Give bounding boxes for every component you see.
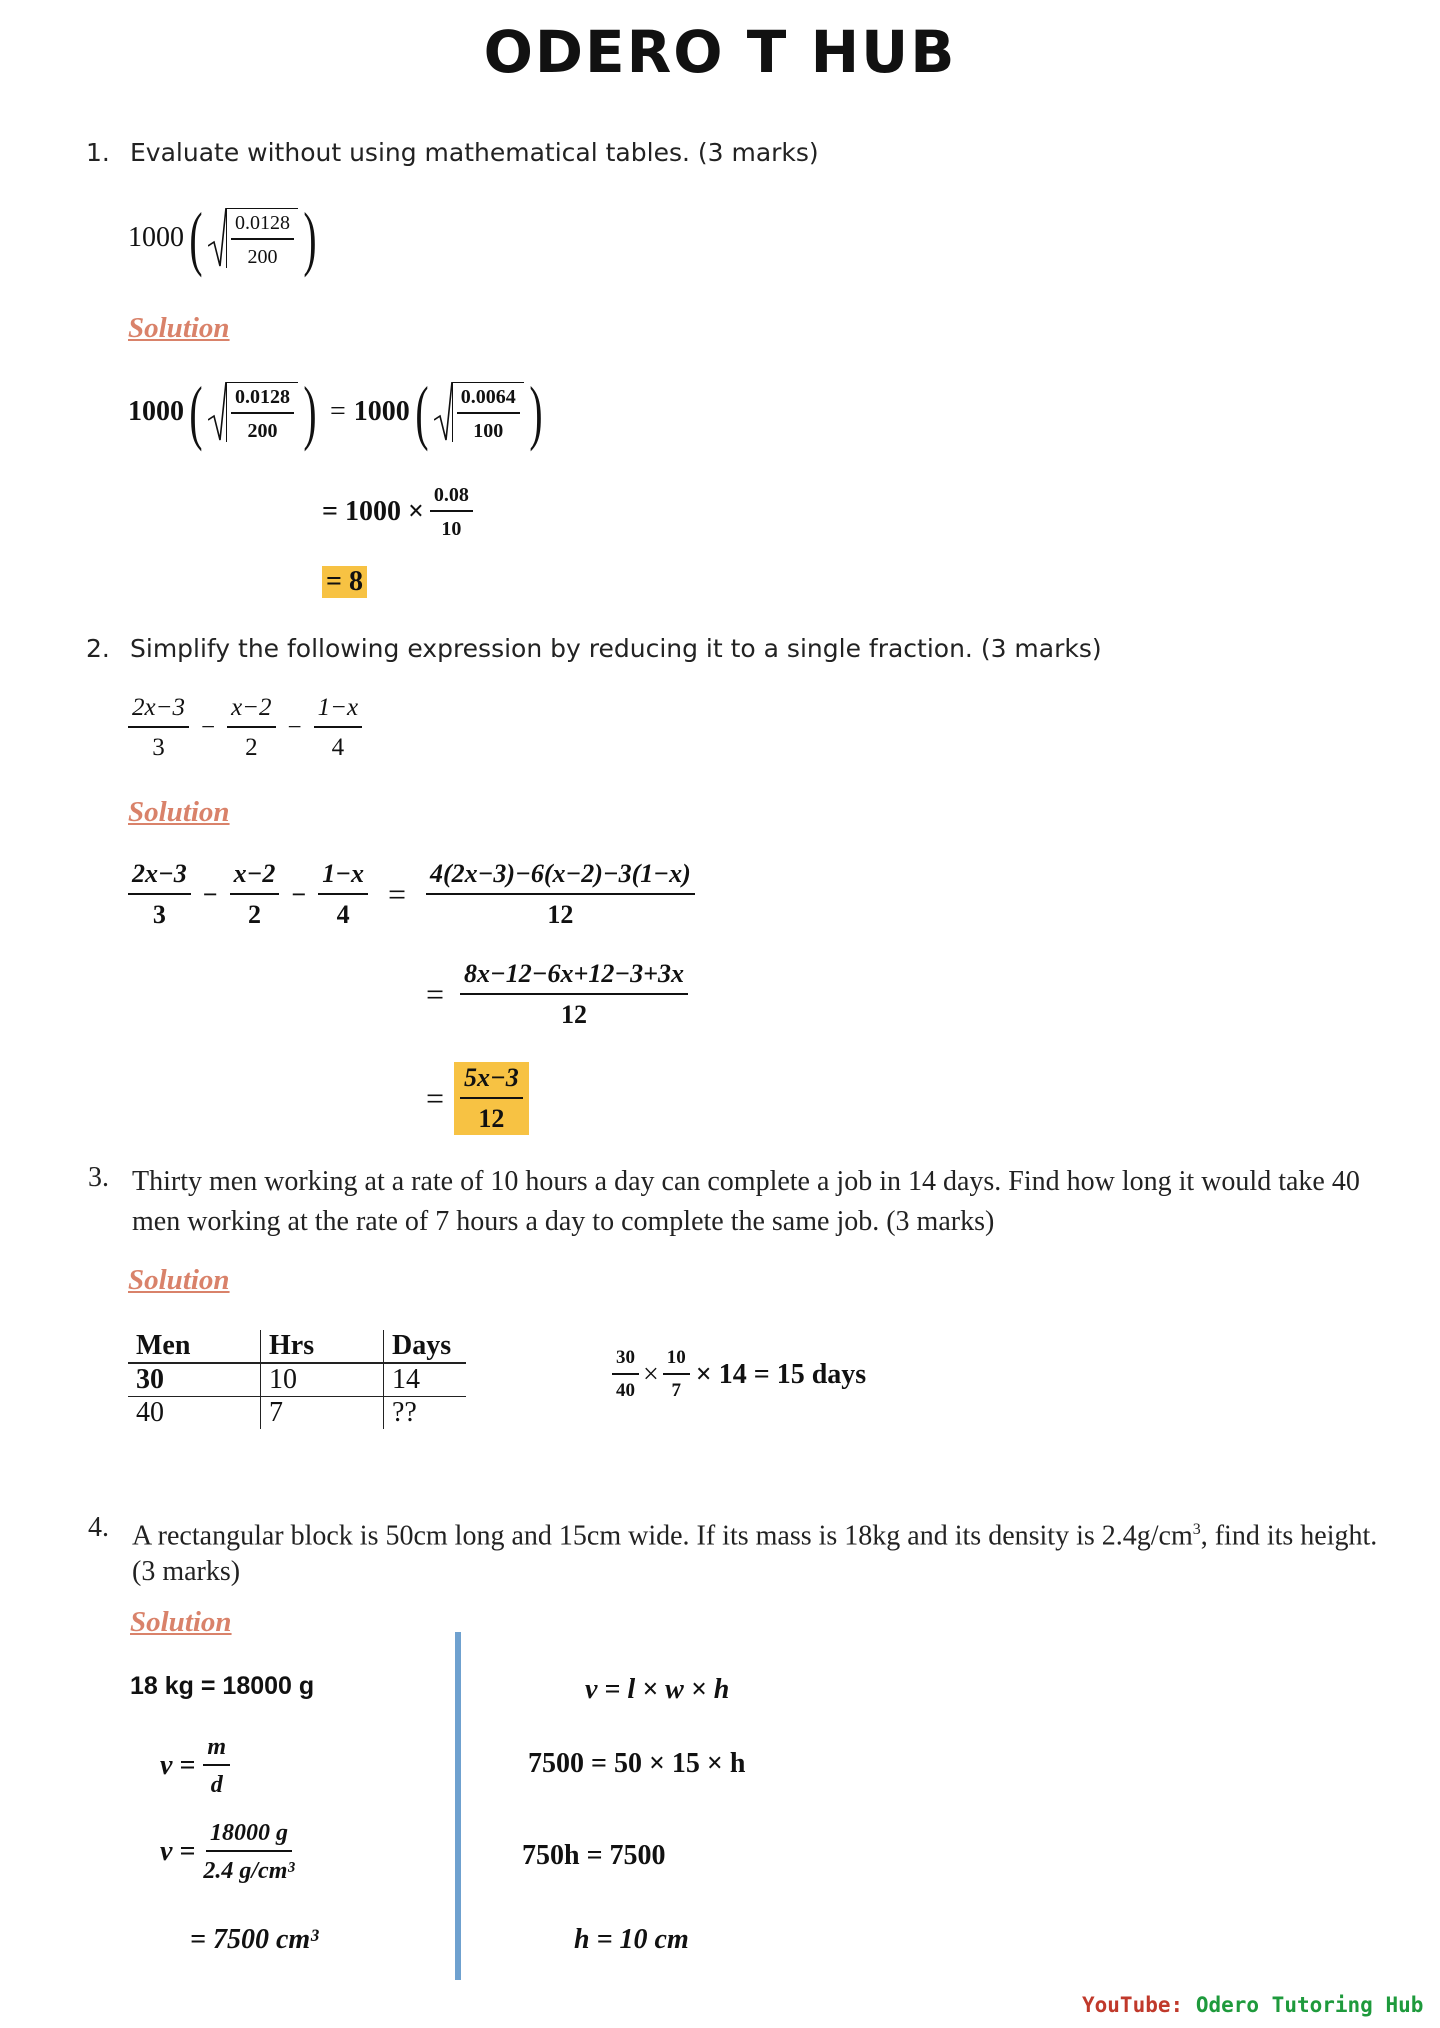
q1-num: 0.0128 xyxy=(231,212,294,240)
q1-sol-num2: 0.0064 xyxy=(457,386,520,414)
q3-number: 3. xyxy=(88,1162,109,1193)
sqrt-symbol xyxy=(208,208,298,268)
q4-l2-num: m xyxy=(203,1734,230,1766)
q3-a-num: 30 xyxy=(612,1348,639,1375)
equals: = xyxy=(387,876,406,913)
q2-s2-num: 8x−12−6x+12−3+3x xyxy=(460,960,688,995)
q4-l2-den: d xyxy=(210,1772,223,1799)
q1-sol-num: 0.0128 xyxy=(231,386,294,414)
youtube-credit xyxy=(1082,1993,1423,2017)
q4-text xyxy=(132,1512,1392,1590)
q1-den: 200 xyxy=(247,246,278,268)
divider xyxy=(455,1632,461,1980)
q2-s-f3-num: 1−x xyxy=(318,860,368,895)
q2-s-f1-num: 2x−3 xyxy=(128,860,191,895)
q1-step2-prefix: = 1000 × xyxy=(322,496,424,527)
q3-calculation xyxy=(612,1348,866,1402)
q2-s-f3-den: 4 xyxy=(336,899,350,929)
q2-solution-step2 xyxy=(426,960,688,1029)
q4-text-b: , find its height. (3 marks) xyxy=(132,1520,1378,1588)
q4-right-r2: 7500 = 50 × 15 × h xyxy=(528,1748,746,1779)
equals: = xyxy=(426,976,445,1013)
q4-l3-den: 2.4 g/cm³ xyxy=(203,1858,295,1885)
q2-number: 2. xyxy=(86,634,110,663)
q2-expression xyxy=(128,694,362,761)
q3-b-den: 7 xyxy=(671,1379,682,1401)
radical-icon xyxy=(208,382,226,442)
q4-l2-lhs: v = xyxy=(160,1750,196,1782)
minus: − xyxy=(287,713,302,741)
youtube-label: YouTube: xyxy=(1082,1993,1184,2017)
table-cell: ?? xyxy=(392,1397,417,1428)
q3-solution-label: Solution xyxy=(128,1264,230,1296)
table-cell: 30 xyxy=(128,1363,261,1397)
minus: − xyxy=(200,713,216,741)
q3-text: Thirty men working at a rate of 10 hours a day can complete a job in 14 days. Find how long it would take 40 men working at the rate of 7 hours a day to complete the same job. (3 marks) xyxy=(132,1166,1360,1237)
table-row xyxy=(128,1363,466,1397)
q1-solution-step1: 1000 ( $\frac{0.0128}{200}$ ) = 1000 ( $\frac{0.0064}{100}$ ) xyxy=(128,372,543,452)
q1-expression: 1000 ( $\frac{0.0128}{200}$ ) xyxy=(128,198,317,278)
q2-f1-num: 2x−3 xyxy=(128,694,189,728)
q1-sol-den: 200 xyxy=(247,420,278,442)
table-header-days: Days xyxy=(392,1330,452,1361)
equals: = xyxy=(329,396,346,427)
q4-text-a: A rectangular block is 50cm long and 15cm wide. If its mass is 18kg and its density is 2.4g/cm xyxy=(132,1520,1193,1552)
q4-left-l2 xyxy=(160,1734,230,1799)
q1-coef: 1000 xyxy=(128,222,184,253)
table-cell: 14 xyxy=(392,1364,420,1395)
q4-right-r3: 750h = 7500 xyxy=(522,1840,666,1871)
q4-number: 4. xyxy=(88,1512,109,1543)
q4-text-sup: 3 xyxy=(1192,1521,1201,1538)
q4-left-l1: 18 kg = 18000 g xyxy=(130,1672,315,1700)
page-title: ODERO T HUB xyxy=(483,18,957,86)
table-header-hrs: Hrs xyxy=(261,1330,384,1363)
q1-solution-step2 xyxy=(322,484,473,540)
q3-a-den: 40 xyxy=(616,1379,635,1401)
q4-l3-lhs: v = xyxy=(160,1836,196,1868)
q2-solution-step1 xyxy=(128,860,695,929)
q2-s-f1-den: 3 xyxy=(152,899,166,929)
q4-l3-num: 18000 g xyxy=(206,1820,292,1852)
q2-f3-den: 4 xyxy=(331,733,345,761)
table-cell: 7 xyxy=(261,1397,384,1430)
q2-f2-num: x−2 xyxy=(227,694,275,728)
q2-answer xyxy=(426,1062,529,1135)
table-row xyxy=(128,1397,466,1430)
table-header-men: Men xyxy=(128,1330,261,1363)
table-cell: 10 xyxy=(261,1363,384,1397)
q2-ans-num: 5x−3 xyxy=(460,1064,523,1099)
q3-result: × 14 = 15 days xyxy=(695,1358,867,1390)
q1-text: Evaluate without using mathematical tables. (3 marks) xyxy=(130,138,819,167)
q3-table xyxy=(128,1330,466,1429)
times: × xyxy=(643,1358,659,1390)
q4-left-l4: = 7500 cm³ xyxy=(190,1924,319,1955)
table-cell: 40 xyxy=(128,1397,261,1430)
q1-sol-coef: 1000 xyxy=(128,396,184,427)
q2-s-f2-num: x−2 xyxy=(230,860,280,895)
q1-answer: = 8 xyxy=(322,566,367,598)
q4-right-r1: v = l × w × h xyxy=(585,1674,730,1705)
q1-sol-den2: 100 xyxy=(473,420,504,442)
q4-right-r4: h = 10 cm xyxy=(574,1924,689,1955)
youtube-channel: Odero Tutoring Hub xyxy=(1195,1993,1424,2017)
q1-solution-label: Solution xyxy=(128,312,230,344)
q1-number: 1. xyxy=(86,138,110,167)
q4-left-l3 xyxy=(160,1820,295,1885)
q2-f3-num: 1−x xyxy=(314,694,362,728)
q1-step2-den: 10 xyxy=(441,518,462,540)
radical-icon xyxy=(208,208,226,268)
minus: − xyxy=(291,879,307,909)
q2-text: Simplify the following expression by reducing it to a single fraction. (3 marks) xyxy=(130,634,1102,663)
minus: − xyxy=(202,879,218,909)
q2-s2-den: 12 xyxy=(561,999,587,1029)
equals: = xyxy=(426,1080,445,1117)
q2-f1-den: 3 xyxy=(152,733,165,761)
radical-icon xyxy=(434,382,452,442)
q2-s1-den: 12 xyxy=(547,899,574,929)
q1-step2-num: 0.08 xyxy=(430,484,473,512)
q2-s1-num: 4(2x−3)−6(x−2)−3(1−x) xyxy=(426,860,695,895)
q2-s-f2-den: 2 xyxy=(247,899,261,929)
q2-f2-den: 2 xyxy=(245,733,258,761)
q1-sol-coef2: 1000 xyxy=(353,396,410,427)
q2-ans-den: 12 xyxy=(478,1103,505,1133)
q2-solution-label: Solution xyxy=(128,796,230,828)
q4-solution-label: Solution xyxy=(130,1606,232,1638)
q3-b-num: 10 xyxy=(663,1348,690,1375)
